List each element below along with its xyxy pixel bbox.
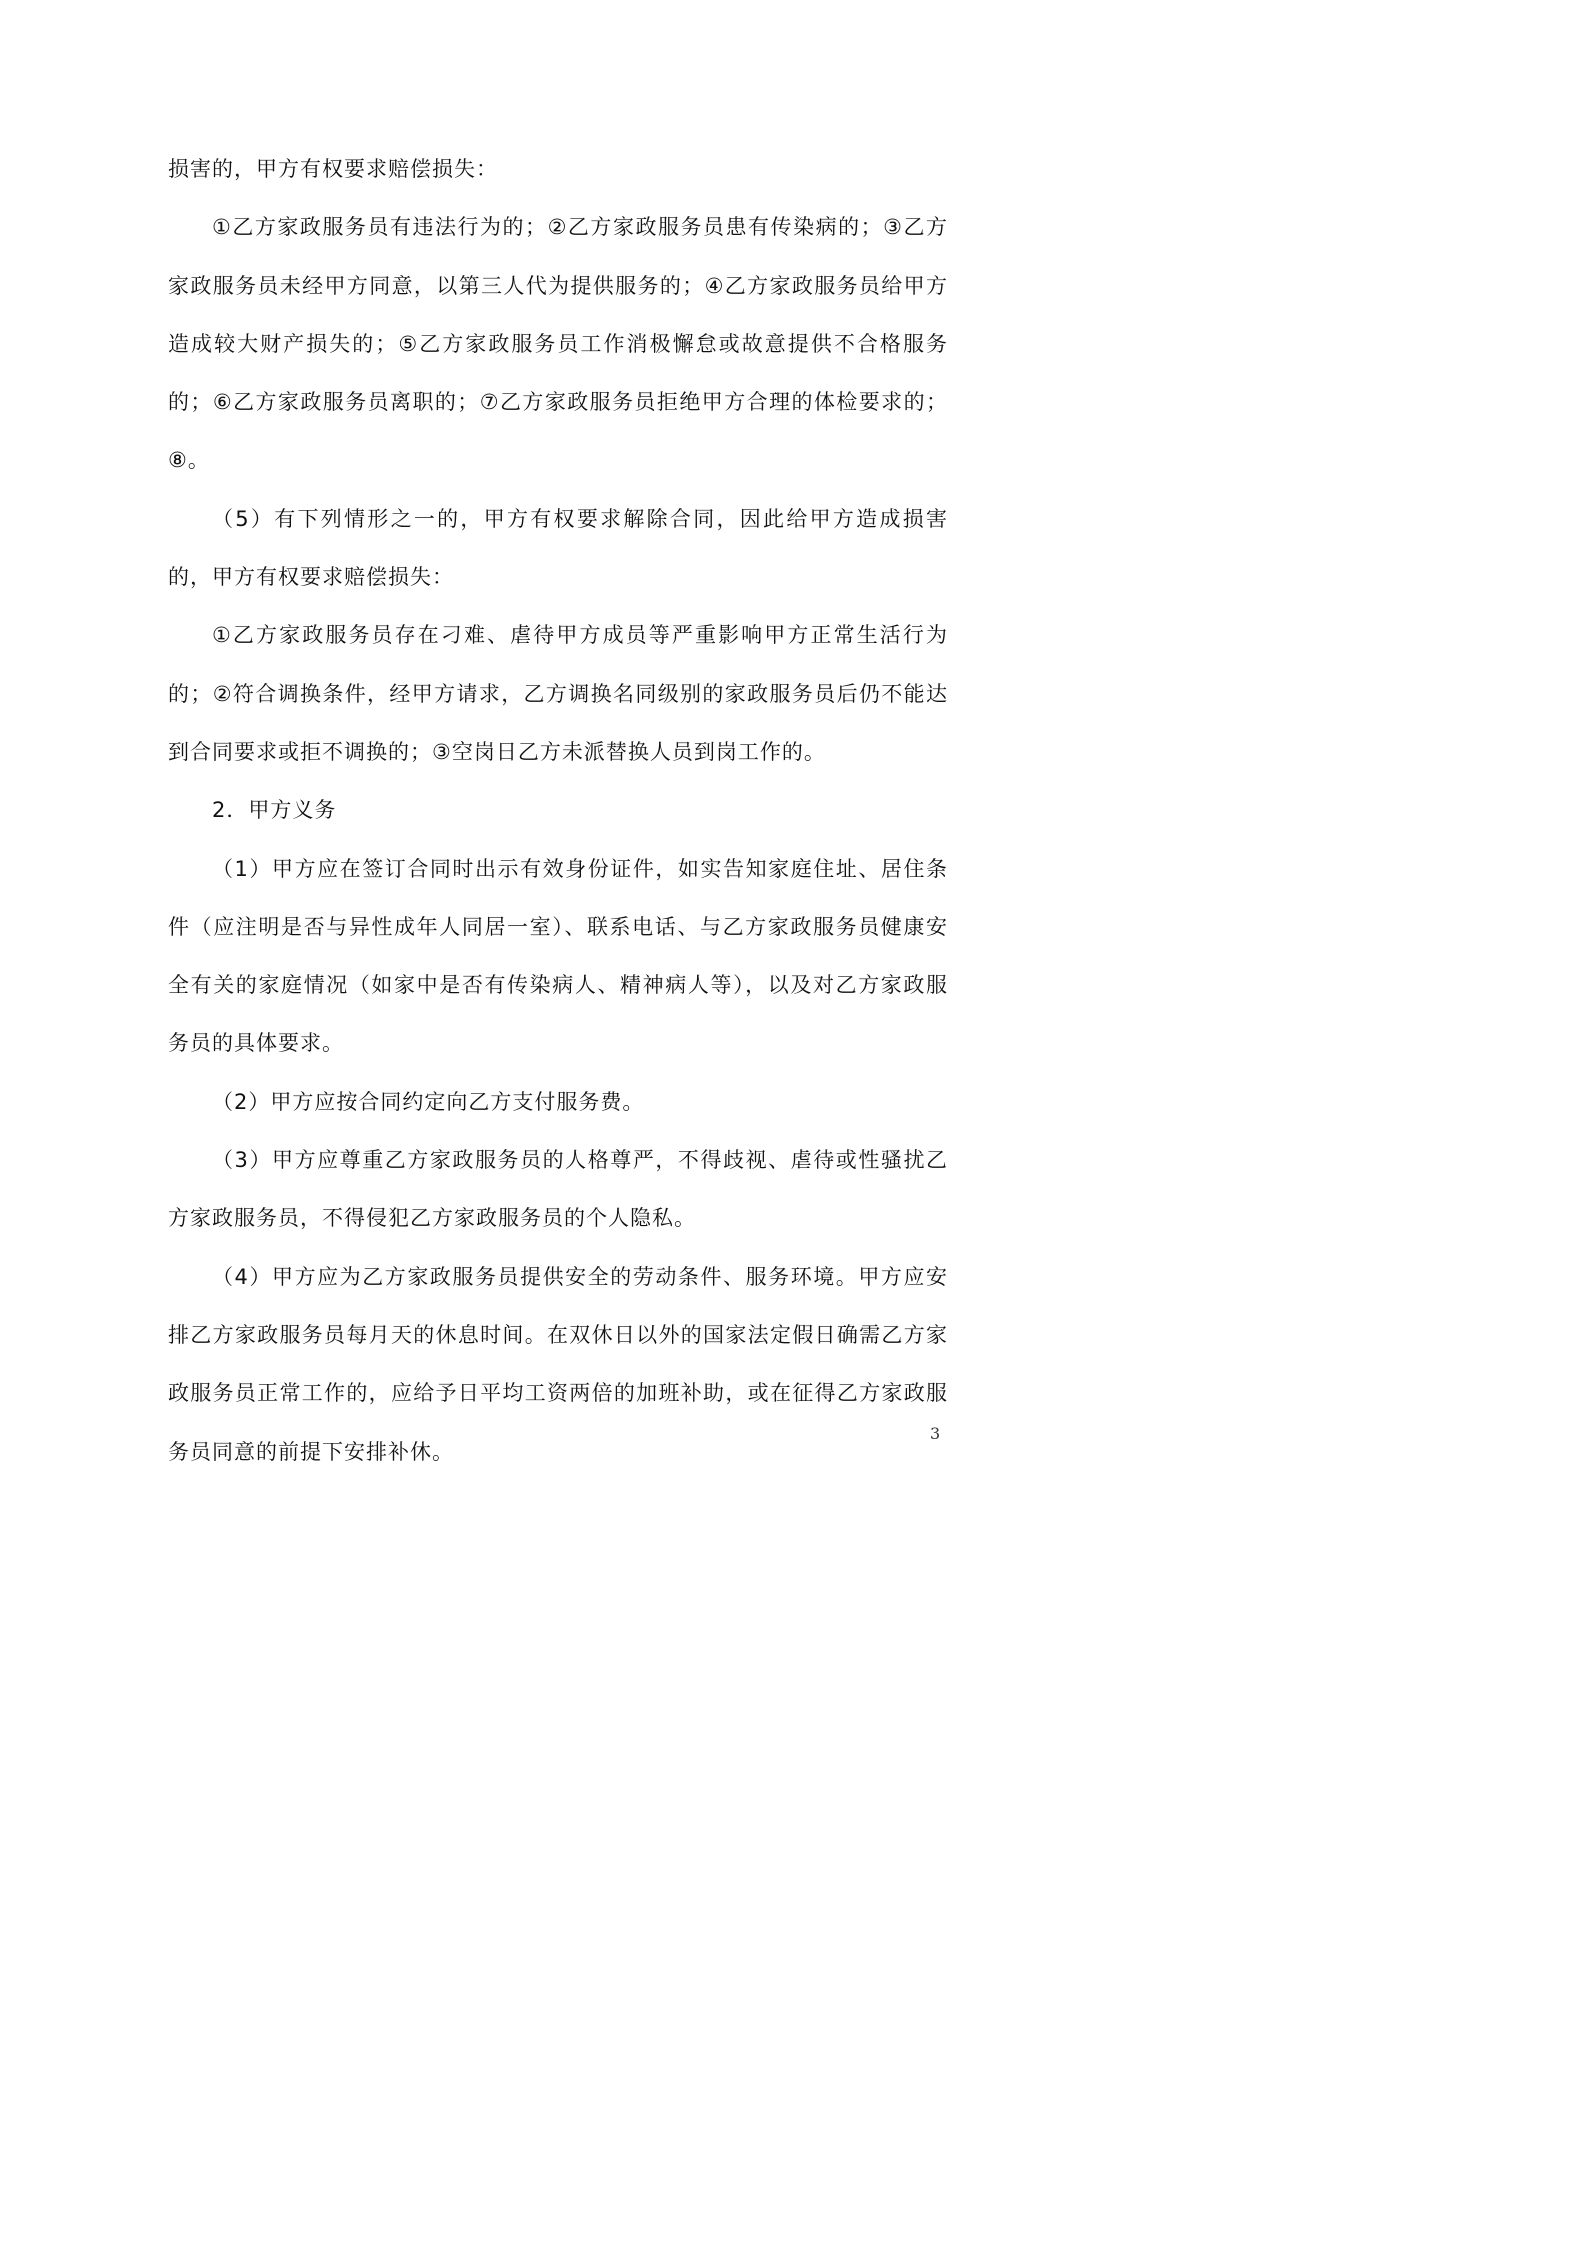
section-heading-party-a-obligations: 2．甲方义务: [212, 798, 337, 823]
document-body: [168, 140, 948, 1481]
paragraph-obligation-2: （2）甲方应按合同约定向乙方支付服务费。: [212, 1089, 645, 1114]
paragraph-obligation-3: （3）甲方应尊重乙方家政服务员的人格尊严，不得歧视、虐待或性骚扰乙方家政服务员，不得侵犯乙方家政服务员的个人隐私。: [168, 1148, 948, 1231]
paragraph-clause-5: （5）有下列情形之一的，甲方有权要求解除合同，因此给甲方造成损害的，甲方有权要求赔偿损失：: [168, 506, 948, 590]
document-page: [0, 0, 1112, 1571]
paragraph-termination-reasons-list: ①乙方家政服务员有违法行为的；②乙方家政服务员患有传染病的；③乙方家政服务员未经甲方同意，以第三人代为提供服务的；④乙方家政服务员给甲方造成较大财产损失的；⑤乙方家政服务员工作消极懈怠或故意提供不合格服务的；⑥乙方家政服务员离职的；⑦乙方家政服务员拒绝甲方合理的体检要求的；⑧。: [168, 215, 948, 473]
paragraph-continued-damages: 损害的，甲方有权要求赔偿损失：: [168, 157, 498, 181]
page-number: 3: [930, 1424, 941, 1443]
paragraph-obligation-4: （4）甲方应为乙方家政服务员提供安全的劳动条件、服务环境。甲方应安排乙方家政服务员每月天的休息时间。在双休日以外的国家法定假日确需乙方家政服务员正常工作的，应给予日平均工资两倍的加班补助，或在征得乙方家政服务员同意的前提下安排补休。: [168, 1264, 948, 1464]
paragraph-obligation-1: （1）甲方应在签订合同时出示有效身份证件，如实告知家庭住址、居住条件（应注明是否与异性成年人同居一室）、联系电话、与乙方家政服务员健康安全有关的家庭情况（如家中是否有传染病人、精神病人等），以及对乙方家政服务员的具体要求。: [168, 856, 948, 1056]
paragraph-clause-5-list: ①乙方家政服务员存在刁难、虐待甲方成员等严重影响甲方正常生活行为的；②符合调换条件，经甲方请求，乙方调换名同级别的家政服务员后仍不能达到合同要求或拒不调换的；③空岗日乙方未派替换人员到岗工作的。: [168, 623, 948, 764]
